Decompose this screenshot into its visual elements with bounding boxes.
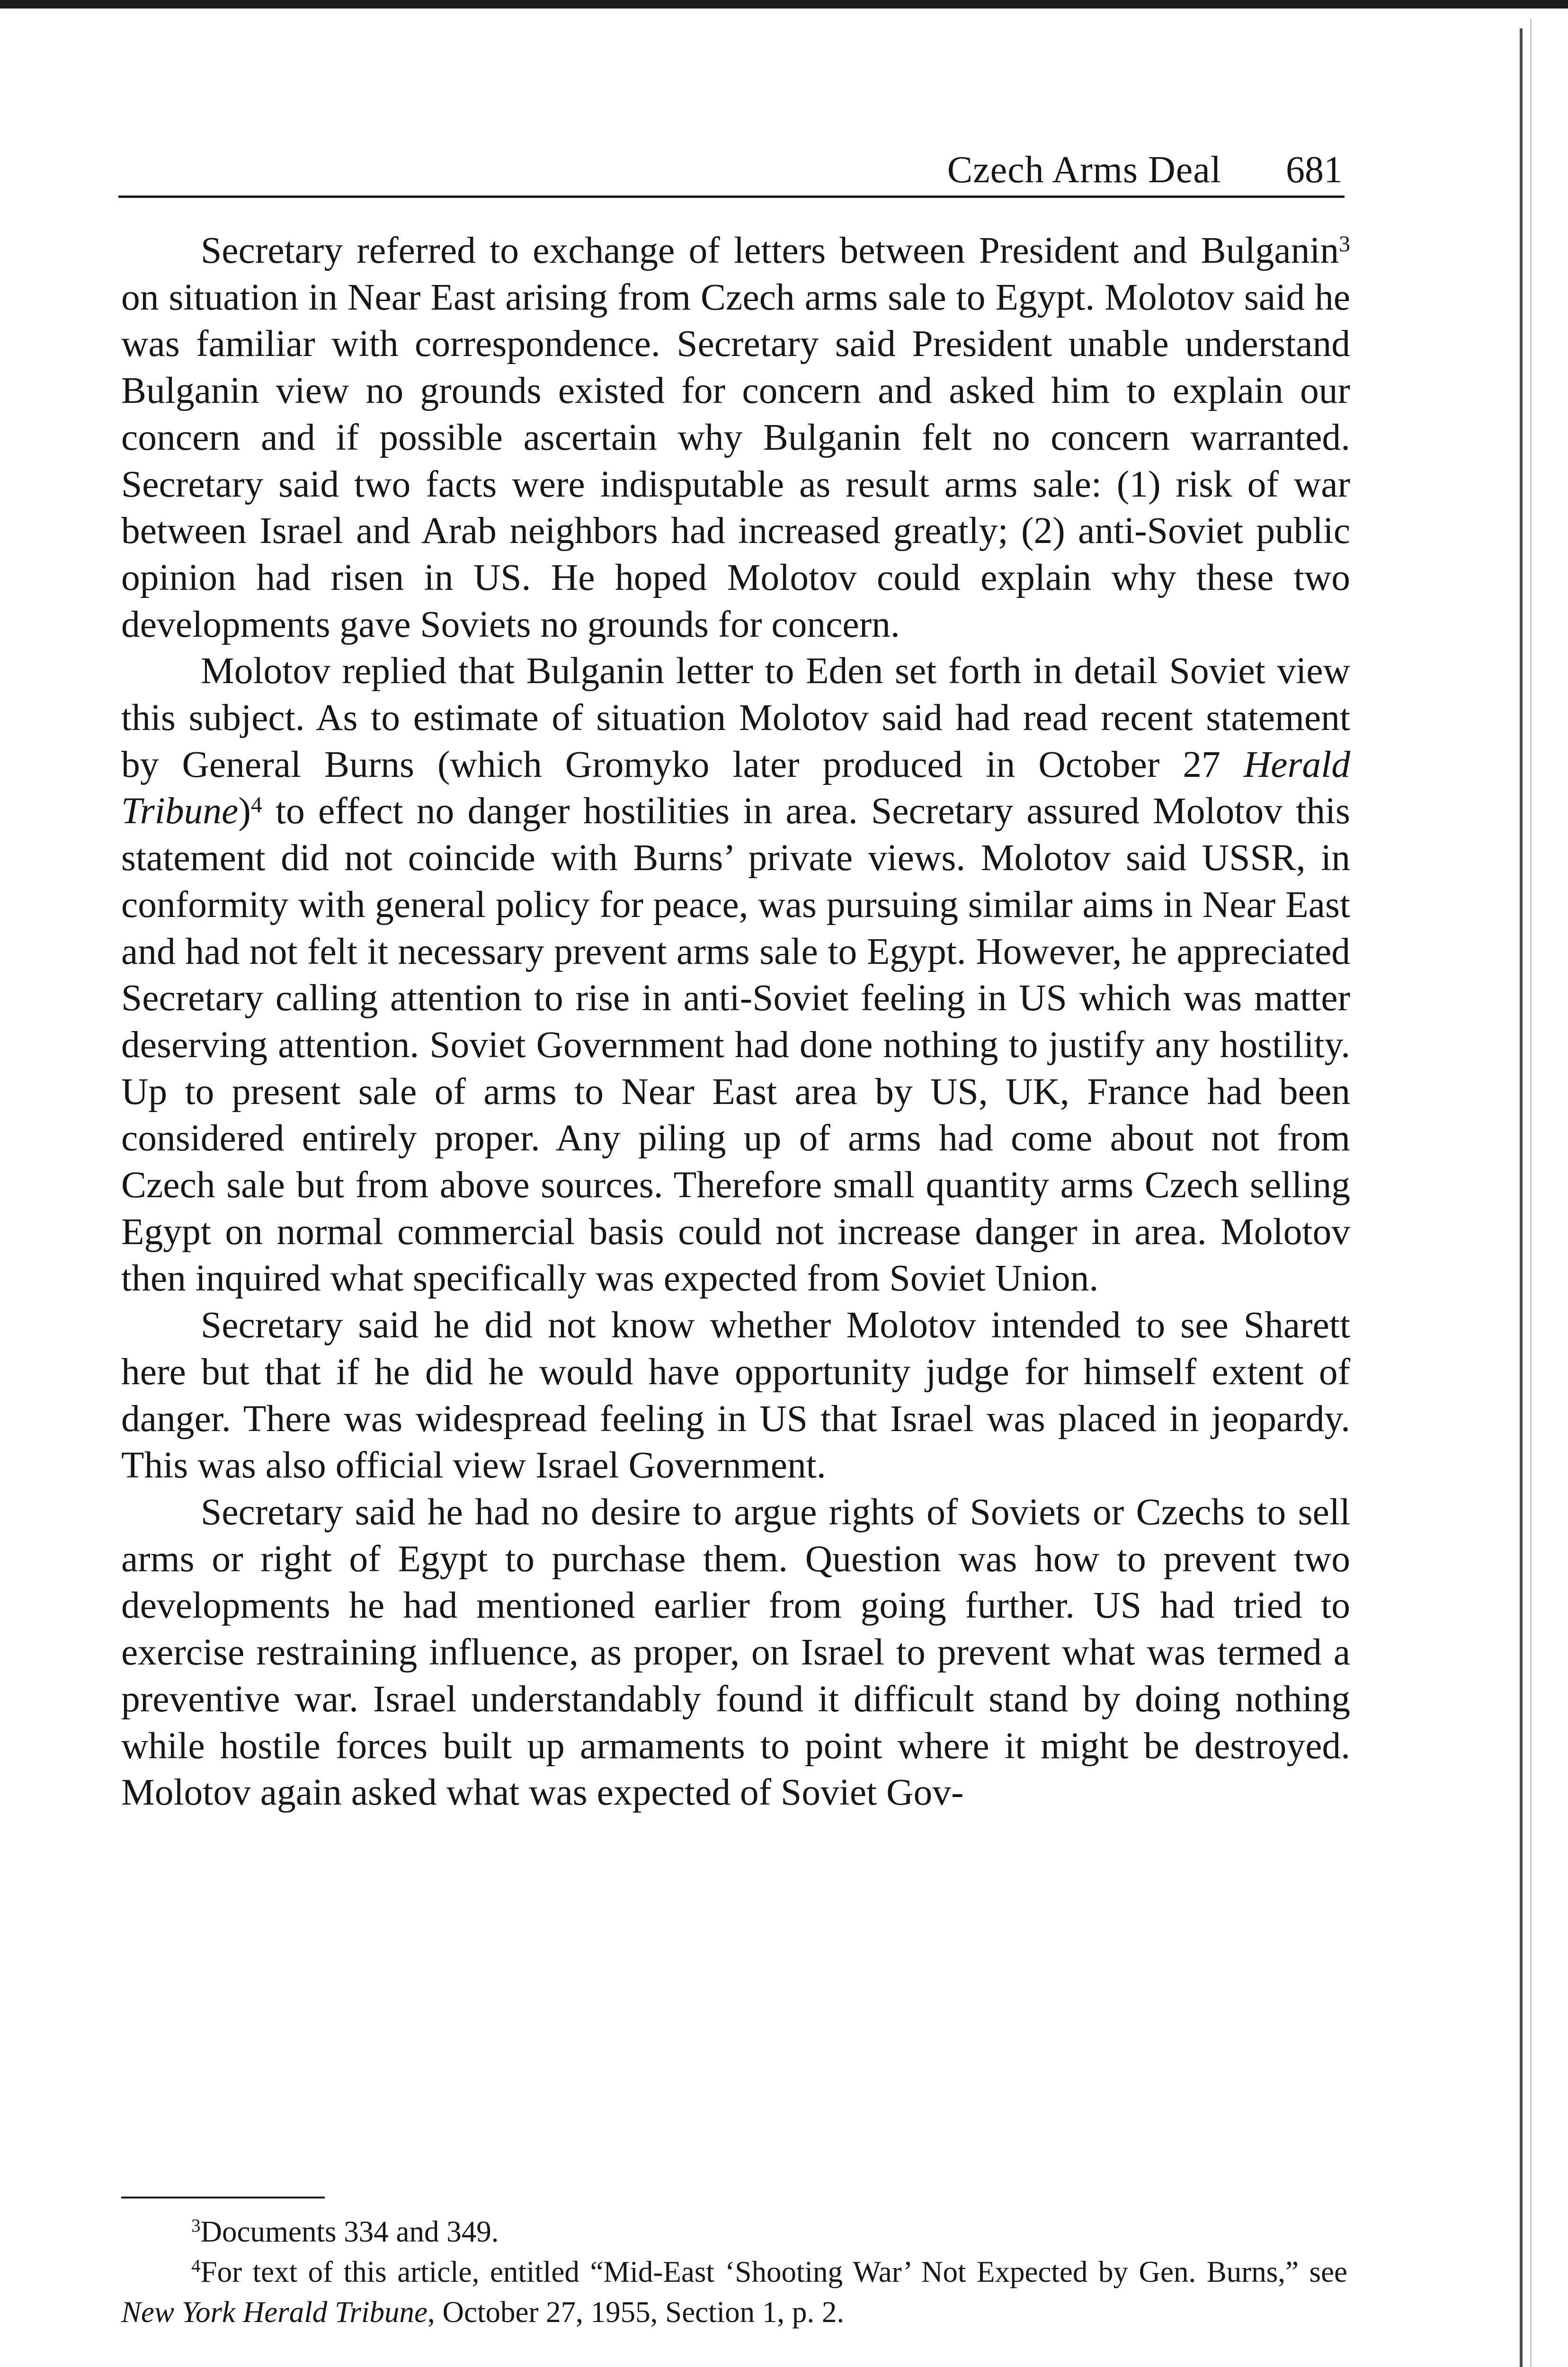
- footnote-divider: [121, 2197, 325, 2198]
- paragraph-text: to effect no danger hostilities in area. Secretary assured Molotov this statement did not coincide with Burns’ private views. Molotov said USSR, in conformity with general policy for peace, was pursuing similar aims in Near East and had not felt it necessary prevent arms sale to Egypt. However, he appreciated Secretary calling attention to rise in anti-Soviet feeling in US which was matter deserving attention. Soviet Government had done nothing to justify any hostility. Up to present sale of arms to Near East area by US, UK, France had been considered entirely proper. Any piling up of arms had come about not from Czech sale but from above sources. Therefore small quantity arms Czech selling Egypt on normal commercial basis could not increase danger in area. Molotov then inquired what specifically was expected from Soviet Union.: [121, 790, 1350, 1299]
- scan-gutter-shadow: [1530, 19, 1532, 2367]
- paragraph-4: [121, 1489, 1350, 1816]
- footnotes: [121, 2214, 1347, 2331]
- footnote-reference: 4: [250, 792, 262, 818]
- paragraph-text: Secretary said he did not know whether Molotov intended to see Sharett here but that if he did he would have opportunity judge for himself extent of danger. There was widespread feeling in US that Israel was placed in jeopardy. This was also official view Israel Government.: [121, 1304, 1350, 1486]
- italic-title: New York Herald Tribune: [121, 2296, 428, 2329]
- footnote-4: [121, 2254, 1347, 2331]
- footnote-marker: 3: [191, 2215, 201, 2236]
- scan-top-edge: [0, 0, 1568, 9]
- scan-right-edge: [1520, 28, 1523, 2367]
- body-text: [121, 227, 1350, 1816]
- footnote-reference: 3: [1339, 231, 1350, 257]
- footnote-marker: 4: [191, 2255, 201, 2276]
- paragraph-1: [121, 227, 1350, 648]
- paragraph-2: [121, 648, 1350, 1302]
- footnote-text: , October 27, 1955, Section 1, p. 2.: [428, 2296, 845, 2329]
- footnote-text: For text of this article, entitled “Mid-East ‘Shooting War’ Not Expected by Gen. Burns,” see: [200, 2255, 1347, 2288]
- page-number: 681: [1286, 149, 1343, 191]
- running-header: [118, 141, 1345, 198]
- footnote-text: Documents 334 and 349.: [200, 2215, 499, 2248]
- paragraph-text: ): [238, 790, 251, 832]
- paragraph-text: Molotov replied that Bulganin letter to Eden set forth in detail Soviet view this subject. As to estimate of situation Molotov said had read recent statement by General Burns (which Gromyko later produced in October 27: [121, 650, 1350, 785]
- paragraph-text: Secretary said he had no desire to argue rights of Soviets or Czechs to sell arms or right of Egypt to purchase them. Question was how to prevent two developments he had mentioned earlier from going further. US had tried to exercise restraining influence, as proper, on Israel to prevent what was termed a preventive war. Israel understandably found it difficult stand by doing nothing while hostile forces built up armaments to point where it might be destroyed. Molotov again asked what was expected of Soviet Gov-: [121, 1491, 1350, 1814]
- paragraph-3: [121, 1302, 1350, 1489]
- running-header-title: Czech Arms Deal: [947, 149, 1221, 191]
- paragraph-text: Secretary referred to exchange of letters between President and Bulganin: [201, 230, 1339, 271]
- italic-title: Herald Tribune: [121, 743, 1350, 832]
- footnote-3: [121, 2214, 1347, 2254]
- paragraph-text: on situation in Near East arising from Czech arms sale to Egypt. Molotov said he was familiar with correspondence. Secretary said President unable understand Bulganin view no grounds existed for concern and asked him to explain our concern and if possible ascertain why Bulganin felt no concern warranted. Secretary said two facts were indisputable as result arms sale: (1) risk of war between Israel and Arab neighbors had increased greatly; (2) anti-Soviet public opinion had risen in US. He hoped Molotov could explain why these two developments gave Soviets no grounds for concern.: [121, 276, 1350, 645]
